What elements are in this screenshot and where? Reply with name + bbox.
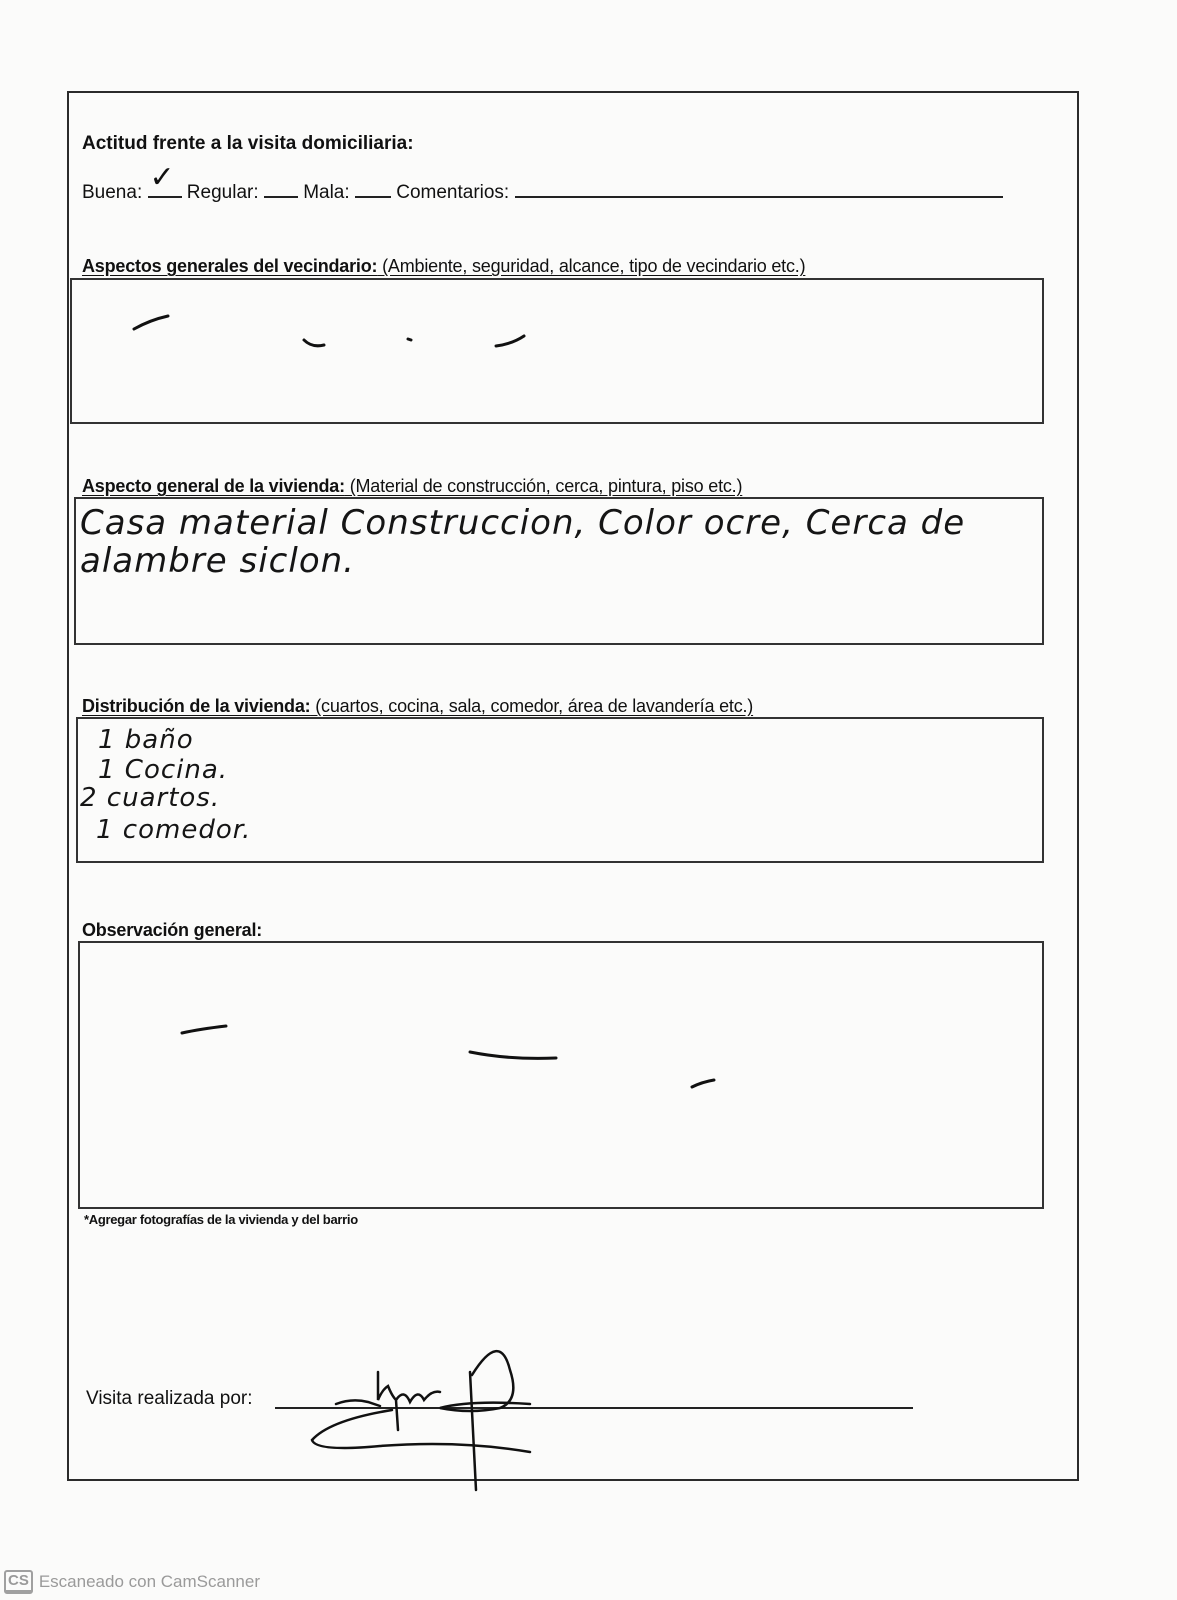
observation-title-bold: Observación general: [82, 920, 263, 940]
distribution-line: 1 comedor. [96, 815, 252, 845]
housing-aspect-box[interactable] [74, 497, 1044, 645]
housing-aspect-line: alambre siclon. [80, 541, 355, 581]
comments-label: Comentarios: [396, 182, 510, 203]
housing-aspect-title-bold: Aspecto general de la vivienda: [82, 476, 345, 496]
observation-box[interactable] [78, 941, 1044, 1209]
housing-distribution-title [82, 696, 753, 717]
option-mala-field[interactable] [355, 182, 391, 198]
footnote: *Agregar fotografías de la vivienda y del barrio [84, 1212, 358, 1227]
option-regular-label: Regular: [186, 182, 259, 203]
signature-label: Visita realizada por: [86, 1388, 253, 1409]
housing-aspect-title-hint: (Material de construcción, cerca, pintura, piso etc.) [344, 476, 743, 496]
checkmark-icon: ✓ [149, 160, 175, 195]
comments-field[interactable] [515, 182, 1003, 198]
camscanner-watermark [4, 1570, 260, 1594]
camscanner-logo-icon: CS [4, 1570, 33, 1594]
housing-distribution-title-hint: (cuartos, cocina, sala, comedor, área de lavandería etc.) [310, 696, 754, 716]
neighborhood-title [82, 256, 805, 277]
signature-line[interactable] [275, 1407, 913, 1409]
option-regular-field[interactable] [264, 182, 298, 198]
attitude-heading: Actitud frente a la visita domiciliaria: [82, 133, 414, 154]
option-buena-field[interactable] [148, 160, 182, 198]
neighborhood-title-bold: Aspectos generales del vecindario: [82, 256, 378, 276]
housing-distribution-box[interactable] [76, 717, 1044, 863]
attitude-options-row [82, 160, 1003, 204]
distribution-line: 1 baño [98, 725, 194, 755]
option-buena-label: Buena: [82, 182, 143, 203]
observation-title [82, 920, 262, 941]
neighborhood-box[interactable] [70, 278, 1044, 424]
distribution-line: 1 Cocina. [98, 755, 229, 785]
distribution-line: 2 cuartos. [80, 783, 221, 813]
housing-aspect-line: Casa material Construccion, Color ocre, Cerca de [80, 503, 966, 543]
housing-distribution-title-bold: Distribución de la vivienda: [82, 696, 311, 716]
watermark-text: Escaneado con CamScanner [38, 1572, 260, 1591]
option-mala-label: Mala: [303, 182, 350, 203]
neighborhood-title-hint: (Ambiente, seguridad, alcance, tipo de vecindario etc.) [377, 256, 806, 276]
housing-aspect-title [82, 476, 742, 497]
